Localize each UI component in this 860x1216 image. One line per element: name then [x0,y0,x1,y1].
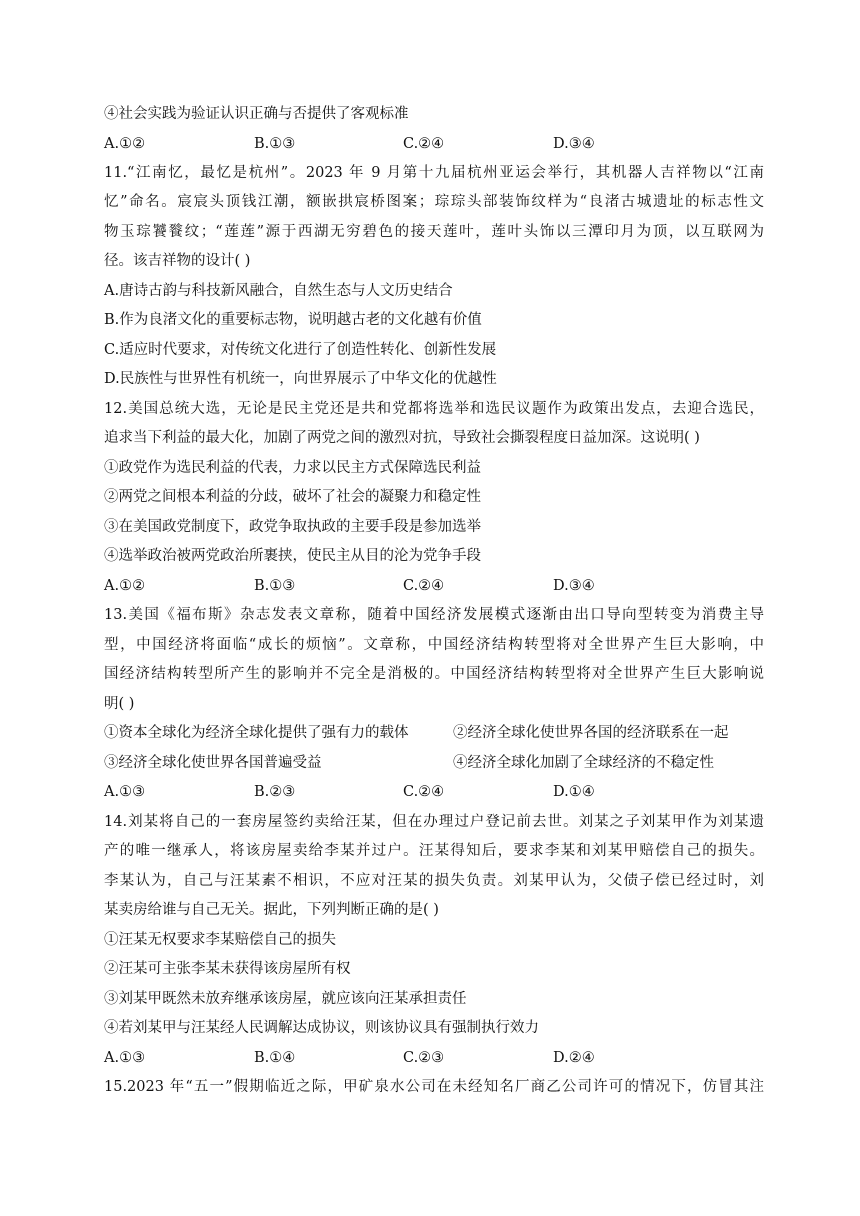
q13-stem-line: 明( ) [104,696,135,712]
q14-option-a: A.①③ [104,1050,146,1066]
q12-option-c: C.②④ [403,578,445,594]
q11-choice-d: D.民族性与世界性有机统一，向世界展示了中华文化的优越性 [104,371,497,387]
q14-stem-line: 某卖房给谁与自己无关。据此，下列判断正确的是( ) [104,902,439,918]
q13-option-a: A.①③ [104,784,146,800]
q12-statement-1: ①政党作为选民利益的代表，力求以民主方式保障选民利益 [104,460,481,476]
q13-option-c: C.②④ [403,784,445,800]
q14-option-d: D.②④ [553,1050,595,1066]
q11-choice-b: B.作为良渚文化的重要标志物，说明越古老的文化越有价值 [104,312,482,328]
q12-option-b: B.①③ [254,578,296,594]
q14-stem-line: 14.刘某将自己的一套房屋签约卖给汪某，但在办理过户登记前去世。刘某之子刘某甲作为刘某遗 [104,814,764,830]
q10-option-c: C.②④ [403,136,445,152]
q10-statement-4: ④社会实践为验证认识正确与否提供了客观标准 [104,106,409,122]
q10-option-a: A.①② [104,136,146,152]
q14-statement-2: ②汪某可主张李某未获得该房屋所有权 [104,961,351,977]
q13-statement-2: ②经济全球化使世界各国的经济联系在一起 [453,725,729,741]
q14-statement-1: ①汪某无权要求李某赔偿自己的损失 [104,932,336,948]
q12-stem-line: 12.美国总统大选，无论是民主党还是共和党都将选举和选民议题作为政策出发点，去迎合选民， [104,401,764,417]
q11-stem-line: 径。该吉祥物的设计( ) [104,253,251,269]
q13-statement-1: ①资本全球化为经济全球化提供了强有力的载体 [104,725,409,741]
q13-stem-line: 国经济结构转型所产生的影响并不完全是消极的。中国经济结构转型将对全世界产生巨大影响说 [104,666,764,682]
q11-stem-line: 忆”命名。宸宸头顶钱江潮，额嵌拱宸桥图案；琮琮头部装饰纹样为“良渚古城遗址的标志性文 [104,194,764,210]
q14-statement-3: ③刘某甲既然未放弃继承该房屋，就应该向汪某承担责任 [104,991,467,1007]
q12-option-d: D.③④ [553,578,595,594]
q12-statement-2: ②两党之间根本利益的分歧，破坏了社会的凝聚力和稳定性 [104,489,481,505]
q14-stem-line: 李某认为，自己与汪某素不相识，不应对汪某的损失负责。刘某甲认为，父债子偿已经过时，刘 [104,873,764,889]
q12-statement-4: ④选举政治被两党政治所裹挟，使民主从目的沦为党争手段 [104,548,481,564]
q11-stem-line: 11.“江南忆，最忆是杭州”。2023 年 9 月第十九届杭州亚运会举行，其机器人吉祥物以“江南 [104,165,764,181]
q13-option-d: D.①④ [553,784,595,800]
q10-option-d: D.③④ [553,136,595,152]
q12-statement-3: ③在美国政党制度下，政党争取执政的主要手段是参加选举 [104,519,481,535]
q15-stem-line: 15.2023 年“五一”假期临近之际，甲矿泉水公司在未经知名厂商乙公司许可的情况下，仿冒其注 [104,1079,764,1095]
q14-option-b: B.①④ [254,1050,296,1066]
q13-stem-line: 13.美国《福布斯》杂志发表文章称，随着中国经济发展模式逐渐由出口导向型转变为消费主导 [104,607,764,623]
q11-stem-line: 物玉琮饕餮纹；“莲莲”源于西湖无穷碧色的接天莲叶，莲叶头饰以三潭印月为顶，以互联网为 [104,224,764,240]
q13-statement-4: ④经济全球化加剧了全球经济的不稳定性 [453,755,714,771]
q13-statement-3: ③经济全球化使世界各国普遍受益 [104,755,322,771]
q12-option-a: A.①② [104,578,146,594]
q14-stem-line: 产的唯一继承人，将该房屋卖给李某并过户。汪某得知后，要求李某和刘某甲赔偿自己的损失。 [104,843,764,859]
q11-choice-c: C.适应时代要求，对传统文化进行了创造性转化、创新性发展 [104,342,497,358]
q11-choice-a: A.唐诗古韵与科技新风融合，自然生态与人文历史结合 [104,283,453,299]
q10-option-b: B.①③ [254,136,296,152]
q12-stem-line: 追求当下利益的最大化，加剧了两党之间的激烈对抗，导致社会撕裂程度日益加深。这说明( ) [104,430,700,446]
q13-stem-line: 型，中国经济将面临“成长的烦恼”。文章称，中国经济结构转型将对全世界产生巨大影响，中 [104,637,764,653]
q13-option-b: B.②③ [254,784,296,800]
q14-option-c: C.②③ [403,1050,445,1066]
q14-statement-4: ④若刘某甲与汪某经人民调解达成协议，则该协议具有强制执行效力 [104,1020,539,1036]
